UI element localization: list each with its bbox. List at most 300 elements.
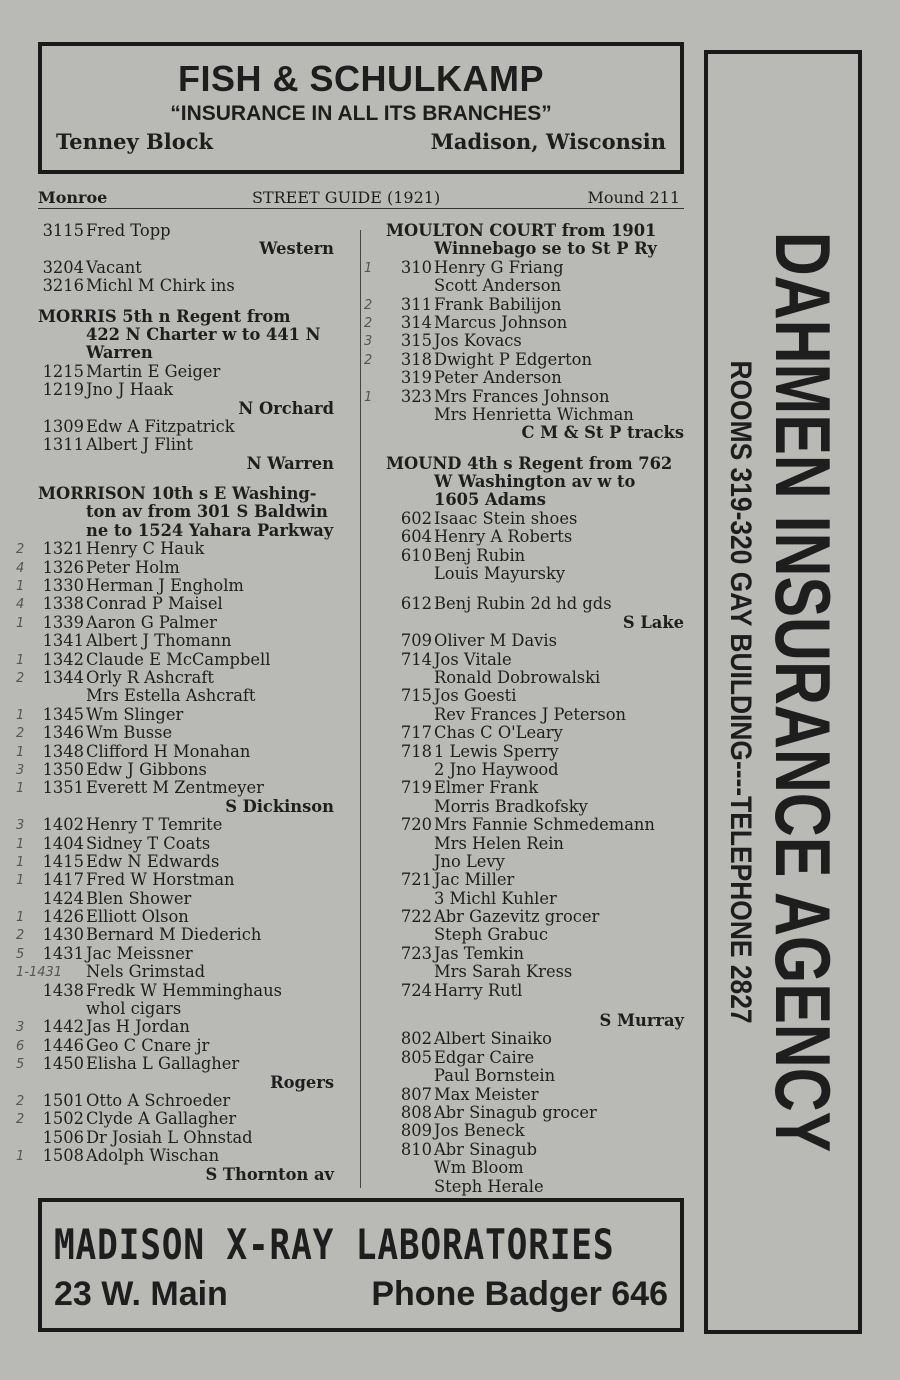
cross-street-label: S Murray (599, 1011, 684, 1031)
resident-name: Clyde A Gallagher (86, 1109, 237, 1129)
resident-name: Marcus Johnson (434, 312, 568, 332)
house-number: 1430 (42, 925, 84, 945)
directory-entry (386, 687, 684, 705)
resident-name: Elisha L Gallagher (86, 1054, 240, 1074)
house-number: 315 (400, 331, 432, 351)
directory-entry (16, 1090, 334, 1110)
house-number: 1341 (42, 631, 84, 651)
resident-name: Steph Herale (434, 1176, 544, 1196)
house-number: 1345 (42, 704, 84, 724)
resident-name: Henry T Temrite (86, 815, 223, 835)
resident-name: Henry G Friang (434, 257, 564, 277)
pencil-mark: 6 (16, 1038, 25, 1054)
directory-entry (38, 363, 334, 381)
directory-entry (386, 779, 684, 797)
left-column (16, 221, 334, 1184)
pencil-mark: 3 (364, 334, 373, 350)
street-heading: 422 N Charter w to 441 N (86, 324, 321, 344)
ad-agency-name: DAHMEN INSURANCE AGENCY (759, 231, 847, 1153)
house-number: 805 (400, 1047, 432, 1067)
directory-entry (16, 815, 334, 835)
house-number: 1346 (42, 723, 84, 743)
ad-slogan: “INSURANCE IN ALL ITS BRANCHES” (170, 102, 552, 125)
cross-street (38, 455, 334, 473)
directory-entry (386, 724, 684, 742)
pencil-mark: 2 (16, 542, 25, 558)
resident-name: Dr Josiah L Ohnstad (86, 1127, 253, 1147)
house-number: 612 (400, 594, 432, 614)
house-number: 1219 (42, 380, 84, 400)
house-number: 802 (400, 1029, 432, 1049)
house-number: 715 (400, 686, 432, 706)
house-number: 1426 (42, 907, 84, 927)
pencil-mark: 1 (16, 579, 25, 595)
directory-entry (364, 312, 684, 332)
directory-entry (16, 1109, 334, 1129)
pencil-mark: 2 (364, 352, 373, 368)
directory-entry (38, 222, 334, 240)
house-number: 323 (400, 386, 432, 406)
resident-name: Harry Rutl (434, 980, 523, 1000)
resident-name: Rev Frances J Peterson (434, 704, 626, 724)
directory-entry (386, 1159, 684, 1177)
resident-name: Benj Rubin 2d hd gds (434, 594, 612, 614)
cross-street (38, 798, 334, 816)
house-number: 808 (400, 1102, 432, 1122)
directory-entry (386, 945, 684, 963)
directory-entry (38, 381, 334, 399)
house-number: 3204 (42, 257, 84, 277)
pencil-mark: 1 (16, 854, 25, 870)
resident-name: Otto A Schroeder (86, 1090, 231, 1110)
house-number: 1438 (42, 980, 84, 1000)
resident-name: Mrs Henrietta Wichman (434, 404, 634, 424)
house-number: 3216 (42, 276, 84, 296)
cross-street (38, 240, 334, 258)
house-number: 1311 (42, 435, 84, 455)
resident-name: Jac Miller (434, 870, 515, 890)
ad-firm-name: FISH & SCHULKAMP (178, 58, 544, 99)
pencil-mark: 2 (364, 315, 373, 331)
pencil-mark: 2 (16, 1093, 25, 1109)
directory-entry (386, 1122, 684, 1140)
house-number: 610 (400, 545, 432, 565)
directory-entry (386, 743, 684, 761)
house-number: 1431 (42, 943, 84, 963)
house-number: 318 (400, 349, 432, 369)
street-heading: Winnebago se to St P Ry (434, 239, 657, 259)
resident-name: Fred W Horstman (86, 870, 235, 890)
resident-name: Benj Rubin (434, 545, 526, 565)
resident-name: Jno Levy (434, 851, 505, 871)
pencil-mark: 4 (16, 597, 25, 613)
directory-entry (16, 594, 334, 614)
resident-name: Elliott Olson (86, 907, 189, 927)
pencil-mark: 3 (16, 818, 25, 834)
ad-agency-details: ROOMS 319-320 GAY BUILDING----TELEPHONE 2827 (724, 360, 757, 1024)
pencil-mark: 2 (16, 928, 25, 944)
house-number: 1342 (42, 649, 84, 669)
resident-name: Fredk W Hemminghaus (86, 980, 282, 1000)
street-heading: W Washington av w to (434, 472, 636, 492)
street-heading: MORRIS 5th n Regent from (38, 306, 291, 326)
resident-name: Mrs Frances Johnson (434, 386, 610, 406)
resident-name: Everett M Zentmeyer (86, 778, 264, 798)
cross-street-label: S Thornton av (205, 1164, 334, 1184)
house-number: 1330 (42, 576, 84, 596)
house-number: 810 (400, 1139, 432, 1159)
directory-entry (386, 277, 684, 295)
pencil-mark: 2 (364, 297, 373, 313)
column-divider (360, 230, 361, 1188)
pencil-mark: 1 (16, 615, 25, 631)
street-heading: Warren (86, 343, 153, 363)
directory-entry (16, 1035, 334, 1055)
directory-entry (386, 982, 684, 1000)
house-number: 319 (400, 368, 432, 388)
house-number: 721 (400, 870, 432, 890)
directory-entry (16, 539, 334, 559)
directory-entry (16, 851, 334, 871)
house-number: 722 (400, 907, 432, 927)
resident-name: Jos Kovacs (434, 331, 522, 351)
resident-name: Edw A Fitzpatrick (86, 416, 235, 436)
resident-name: Oliver M Davis (434, 631, 557, 651)
house-number: 310 (400, 257, 432, 277)
house-number: 1338 (42, 594, 84, 614)
directory-entry (38, 418, 334, 436)
directory-entry (16, 833, 334, 853)
house-number: 1348 (42, 741, 84, 761)
header-right: Mound 211 (587, 188, 680, 207)
house-number: 1351 (42, 778, 84, 798)
resident-name: Albert Sinaiko (434, 1029, 552, 1049)
house-number: 1402 (42, 815, 84, 835)
house-number: 1326 (42, 557, 84, 577)
house-number: 1321 (42, 539, 84, 559)
house-number: 724 (400, 980, 432, 1000)
directory-entry (16, 741, 334, 761)
resident-name: Jos Goesti (434, 686, 517, 706)
directory-entry (386, 761, 684, 779)
resident-name: Henry C Hauk (86, 539, 205, 559)
resident-name: Abr Gazevitz grocer (434, 907, 600, 927)
pencil-mark: 1 (16, 781, 25, 797)
resident-name: Wm Busse (86, 723, 173, 743)
resident-name: Mrs Helen Rein (434, 833, 564, 853)
resident-name: 3 Michl Kuhler (434, 888, 557, 908)
cross-street (386, 1012, 684, 1030)
resident-name: Bernard M Diederich (86, 925, 262, 945)
house-number: 1506 (42, 1127, 84, 1147)
directory-entry (364, 349, 684, 369)
advertisement-fish-schulkamp (38, 42, 684, 174)
resident-name: Jac Meissner (86, 943, 193, 963)
header-title: STREET GUIDE (1921) (252, 188, 441, 207)
directory-entry (16, 907, 334, 927)
ad-lab-name: MADISON X-RAY LABORATORIES (54, 1220, 615, 1269)
directory-entry (16, 723, 334, 743)
house-number: 314 (400, 312, 432, 332)
resident-name: Jas Temkin (434, 943, 524, 963)
directory-entry (16, 962, 334, 982)
resident-name: 2 Jno Haywood (434, 759, 559, 779)
house-number: 1508 (42, 1146, 84, 1166)
directory-entry (38, 1129, 334, 1147)
directory-entry (386, 369, 684, 387)
directory-entry (16, 925, 334, 945)
directory-entry (38, 982, 334, 1000)
resident-name: Abr Sinagub (434, 1139, 538, 1159)
resident-name: Fred Topp (86, 221, 171, 240)
pencil-mark: 3 (16, 1020, 25, 1036)
resident-name: Herman J Engholm (86, 576, 244, 596)
directory-entry (38, 687, 334, 705)
directory-entry (386, 1104, 684, 1122)
resident-name: Morris Bradkofsky (434, 796, 588, 816)
house-number: 1424 (42, 888, 84, 908)
resident-name: Conrad P Maisel (86, 594, 223, 614)
directory-entry (364, 294, 684, 314)
directory-entry (386, 926, 684, 944)
directory-entry (38, 632, 334, 650)
cross-street-label: N Warren (246, 453, 334, 473)
house-number: 718 (400, 741, 432, 761)
resident-name: Jos Beneck (434, 1121, 525, 1141)
resident-name: Paul Bornstein (434, 1066, 556, 1086)
house-number: 1446 (42, 1035, 84, 1055)
directory-entry (386, 1067, 684, 1085)
house-number: 1404 (42, 833, 84, 853)
street-heading: ne to 1524 Yahara Parkway (86, 520, 334, 540)
resident-name: Isaac Stein shoes (434, 508, 578, 528)
pencil-mark: 4 (16, 560, 25, 576)
resident-name: Frank Babilijon (434, 294, 562, 314)
resident-name: Clifford H Monahan (86, 741, 251, 761)
house-number: 807 (400, 1084, 432, 1104)
directory-entry (16, 649, 334, 669)
resident-name: Peter Holm (86, 557, 180, 577)
resident-name: Vacant (86, 257, 142, 277)
street-heading: MOULTON COURT from 1901 (386, 221, 657, 240)
pencil-mark: 2 (16, 670, 25, 686)
directory-entry (38, 436, 334, 454)
street-heading: 1605 Adams (434, 490, 546, 510)
directory-entry (16, 1017, 334, 1037)
pencil-mark: 1 (16, 652, 25, 668)
cross-street (386, 424, 684, 442)
directory-entry (386, 706, 684, 724)
ad-location-left: Tenney Block (56, 129, 214, 154)
house-number: 1309 (42, 416, 84, 436)
cross-street-label: S Lake (622, 612, 684, 632)
directory-entry (16, 778, 334, 798)
directory-entry (386, 816, 684, 834)
directory-entry (16, 667, 334, 687)
cross-street-label: S Dickinson (225, 796, 334, 816)
house-number: 719 (400, 778, 432, 798)
directory-entry (16, 576, 334, 596)
resident-name: Edw N Edwards (86, 851, 220, 871)
directory-entry (16, 557, 334, 577)
street-heading: MOUND 4th s Regent from 762 (386, 453, 673, 473)
ad-location-right: Madison, Wisconsin (430, 129, 666, 154)
pencil-mark: 2 (16, 726, 25, 742)
house-number: 1501 (42, 1090, 84, 1110)
resident-name: Sidney T Coats (86, 833, 211, 853)
house-number: 720 (400, 815, 432, 835)
pencil-mark: 1 (16, 744, 25, 760)
header-left: Monroe (38, 188, 108, 207)
resident-name: Geo C Cnare jr (86, 1035, 210, 1055)
house-number: 604 (400, 527, 432, 547)
directory-entry (386, 890, 684, 908)
resident-name: Aaron G Palmer (86, 612, 217, 632)
right-column (364, 221, 684, 1196)
house-number: 1450 (42, 1054, 84, 1074)
resident-name: Albert J Thomann (86, 631, 232, 651)
directory-entry (16, 612, 334, 632)
house-number: 723 (400, 943, 432, 963)
street-heading: ton av from 301 S Baldwin (86, 502, 328, 522)
house-number: 709 (400, 631, 432, 651)
resident-name: Max Meister (434, 1084, 539, 1104)
resident-name: Mrs Sarah Kress (434, 962, 573, 982)
pencil-mark: 1 (16, 910, 25, 926)
resident-name: Scott Anderson (434, 276, 562, 296)
directory-entry (386, 1030, 684, 1048)
house-number: 1502 (42, 1109, 84, 1129)
directory-entry (364, 331, 684, 351)
directory-entry (386, 547, 684, 565)
directory-entry (386, 565, 684, 583)
directory-entry (386, 835, 684, 853)
directory-entry (386, 853, 684, 871)
ad-address: 23 W. Main (54, 1275, 228, 1313)
pencil-mark: 2 (16, 1112, 25, 1128)
directory-entry (364, 386, 684, 406)
resident-name: Nels Grimstad (86, 962, 206, 982)
directory-entry (16, 1054, 334, 1074)
directory-entry (386, 963, 684, 981)
directory-entry (386, 632, 684, 650)
resident-name: Mrs Fannie Schmedemann (434, 815, 655, 835)
house-number: 809 (400, 1121, 432, 1141)
cross-street-label: Rogers (270, 1072, 334, 1092)
directory-entry (38, 890, 334, 908)
resident-name: Orly R Ashcraft (86, 667, 214, 687)
cross-street (38, 400, 334, 418)
cross-street-label: N Orchard (238, 398, 334, 418)
pencil-mark: 5 (16, 1057, 25, 1073)
directory-entry (386, 651, 684, 669)
directory-entry (386, 528, 684, 546)
pencil-mark: 1 (16, 707, 25, 723)
resident-name: Ronald Dobrowalski (434, 667, 601, 687)
resident-name: Edw J Gibbons (86, 759, 207, 779)
directory-entry (16, 870, 334, 890)
pencil-mark: 5 (16, 946, 25, 962)
advertisement-dahmen-agency (704, 50, 862, 1334)
resident-name: whol cigars (86, 999, 182, 1019)
directory-entry (38, 259, 334, 277)
directory-entry (386, 871, 684, 889)
cross-street (38, 1166, 334, 1184)
resident-name: Elmer Frank (434, 778, 539, 798)
resident-name: Albert J Flint (86, 435, 193, 455)
directory-entry (38, 277, 334, 295)
resident-name: Jos Vitale (434, 649, 512, 669)
directory-entry (16, 759, 334, 779)
directory-entry (16, 704, 334, 724)
resident-name: Jno J Haak (86, 380, 174, 400)
directory-entry (386, 798, 684, 816)
directory-entry (386, 1086, 684, 1104)
house-number: 1350 (42, 759, 84, 779)
page-header (38, 186, 684, 209)
house-number: 311 (400, 294, 432, 314)
resident-name: 1 Lewis Sperry (434, 741, 559, 761)
cross-street (38, 1074, 334, 1092)
cross-street-label: Western (259, 239, 334, 259)
pencil-mark: 1 (364, 260, 373, 276)
directory-entry (386, 908, 684, 926)
ad-side-rotated (720, 57, 846, 1327)
directory-entry (386, 1141, 684, 1159)
resident-name: Blen Shower (86, 888, 192, 908)
resident-name: Wm Bloom (434, 1158, 524, 1178)
pencil-mark: 1 (16, 1149, 25, 1165)
pencil-mark: 1 (16, 836, 25, 852)
directory-entry (38, 1000, 334, 1018)
directory-entry (386, 406, 684, 424)
house-number: 1339 (42, 612, 84, 632)
resident-name: Louis Mayursky (434, 564, 566, 584)
house-number: 1344 (42, 667, 84, 687)
directory-entry (386, 1049, 684, 1067)
house-number: 1215 (42, 361, 84, 381)
resident-name: Claude E McCampbell (86, 649, 271, 669)
house-number: 1415 (42, 851, 84, 871)
resident-name: Adolph Wischan (86, 1146, 220, 1166)
directory-entry (386, 595, 684, 613)
house-number: 3115 (42, 221, 84, 240)
resident-name: Chas C O'Leary (434, 723, 563, 743)
directory-entry (16, 1146, 334, 1166)
directory-entry (364, 257, 684, 277)
pencil-mark: 1-1431 (16, 965, 63, 981)
resident-name: Henry A Roberts (434, 527, 573, 547)
directory-entry (386, 510, 684, 528)
house-number: 1417 (42, 870, 84, 890)
pencil-mark: 3 (16, 762, 25, 778)
resident-name: Martin E Geiger (86, 361, 221, 381)
resident-name: Abr Sinagub grocer (434, 1102, 597, 1122)
directory-entry (386, 669, 684, 687)
house-number: 714 (400, 649, 432, 669)
house-number: 1442 (42, 1017, 84, 1037)
resident-name: Michl M Chirk ins (86, 276, 235, 296)
cross-street (386, 614, 684, 632)
cross-street-label: C M & St P tracks (521, 423, 684, 443)
directory-entry (386, 1178, 684, 1196)
pencil-mark: 1 (16, 873, 25, 889)
resident-name: Edgar Caire (434, 1047, 535, 1067)
resident-name: Steph Grabuc (434, 925, 548, 945)
resident-name: Jas H Jordan (86, 1017, 190, 1037)
resident-name: Peter Anderson (434, 368, 562, 388)
house-number: 717 (400, 723, 432, 743)
